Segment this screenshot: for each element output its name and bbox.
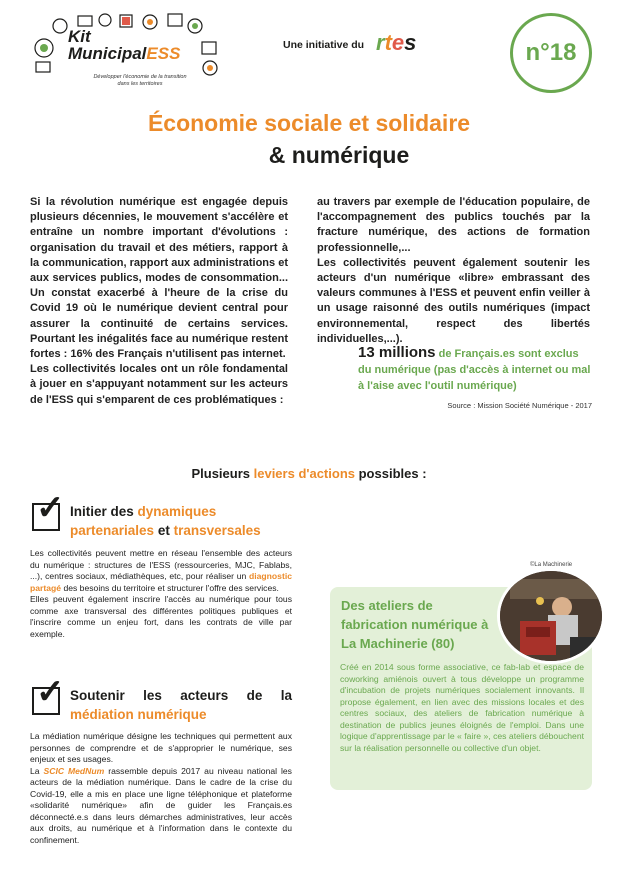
intro-right-column [317, 195, 590, 347]
intro-paragraph-4: Les collectivités peuvent également soutenir les acteurs d'un numérique «libre» embrassant des valeurs communes à l'ESS et peuvent enfin veiller à un usage raisonné des outils numériques (impact environnemental, respect des libertés individuelles,...). [317, 256, 590, 345]
stat-source: Source : Mission Société Numérique - 2017 [447, 401, 592, 410]
intro-paragraph-1: Si la révolution numérique est engagée depuis plusieurs décennies, le mouvement s'accélère et entraîne un nombre important d'évolutions : organisation du travail et des métiers, rapport à la communication, rapport aux administrations et aux services publics, modes de consommation... Un constat exacerbé à l'heure de la crise du Covid 19 où le numérique devient central pour assurer la continuité de certains services. Pourtant les inégalités face au numérique restent fortes : 16% des Français n'utilisent pas internet. [30, 196, 288, 361]
issue-number-badge: n°18 [510, 13, 592, 93]
intro-left-column [30, 195, 288, 408]
stat-text: de Français.es sont exclus du numérique (pas d'accès à internet ou mal à l'aise avec l'outil numérique) [358, 348, 591, 392]
checkmark-icon: ✓ [36, 489, 65, 527]
section2-title: Soutenir les acteurs de la médiation numérique [70, 688, 292, 722]
page-title: Économie sociale et solidaire [147, 110, 471, 136]
photo-credit: ©La Machinerie [530, 562, 573, 568]
section1-body: Les collectivités peuvent mettre en réseau l'ensemble des acteurs du numérique : structures de l'ESS (ressourceries, MJC, Fablabs, ...), centres sociaux, médiathèques, etc, pour réaliser un diagnostic partagé des besoins du territoire et structurer l'offre des services. Elles peuvent également inscrire l'accès au numérique pour tous comme axe transversal des différentes politiques publiques et l'inscrire comme un enjeu fort, dans les contrats de ville par exemple. [30, 548, 292, 639]
stat-number: 13 millions [358, 344, 436, 361]
machinerie-photo [497, 568, 605, 664]
intro-paragraph-2: Les collectivités locales ont un rôle fondamental à jouer en s'appuyant notamment sur les acteurs de l'ESS qui s'emparent de ces problématiques : [30, 363, 288, 406]
logo-subtitle: Développer l'économie de la transition dans les territoires [93, 74, 187, 87]
initiative-label: Une initiative du [283, 39, 365, 51]
intro-paragraph-3: au travers par exemple de l'éducation populaire, de l'accompagnement des publics touchés par la fracture numérique, des actions de formation professionnelle,... [317, 196, 590, 254]
stat-callout [358, 345, 593, 394]
case-study-body: Créé en 2014 sous forme associative, ce fab-lab et espace de coworking amiénois ouvert à tous développe un programme d'incubation de projets numériques socialement innovants. Il propose également, en lien avec des missions locales et des centres sociaux, des ateliers de fabrication numérique à destination de publics jeunes éloignés de l'emploi. Dans une logique d'apprentissage par le « faire », ces ateliers débouchent sur la réalisation personnelle ou collective d'un objet. [340, 662, 584, 753]
section2-body: La médiation numérique désigne les techniques qui permettent aux personnes de comprendre et de s'approprier le numérique, ses enjeux et ses usages. La SCIC MedNum rassemble depuis 2017 au niveau national les acteurs de la médiation numérique. Dans le cadre de la crise du Covid-19, elle a mis en place une ligne téléphonique et plateforme «solidarité numérique» afin de guider les Français.es déconnecté.e.s dans leurs démarches administratives, leur accès aux droits, au numérique et à l'information dans le contexte du confinement. [30, 731, 292, 845]
section1-title: Initier des dynamiques partenariales et transversales [70, 504, 261, 538]
logo-title-municipal: MunicipalESS [68, 44, 181, 63]
rtes-logo: rtes [376, 30, 417, 55]
case-study-title: Des ateliers de fabrication numérique à La Machinerie (80) [341, 598, 489, 651]
logo-title-kit: Kit [68, 27, 91, 46]
levers-heading: Plusieurs leviers d'actions possibles : [191, 466, 427, 481]
page-subtitle: & numérique [268, 142, 410, 168]
checkmark-icon: ✓ [36, 673, 65, 711]
